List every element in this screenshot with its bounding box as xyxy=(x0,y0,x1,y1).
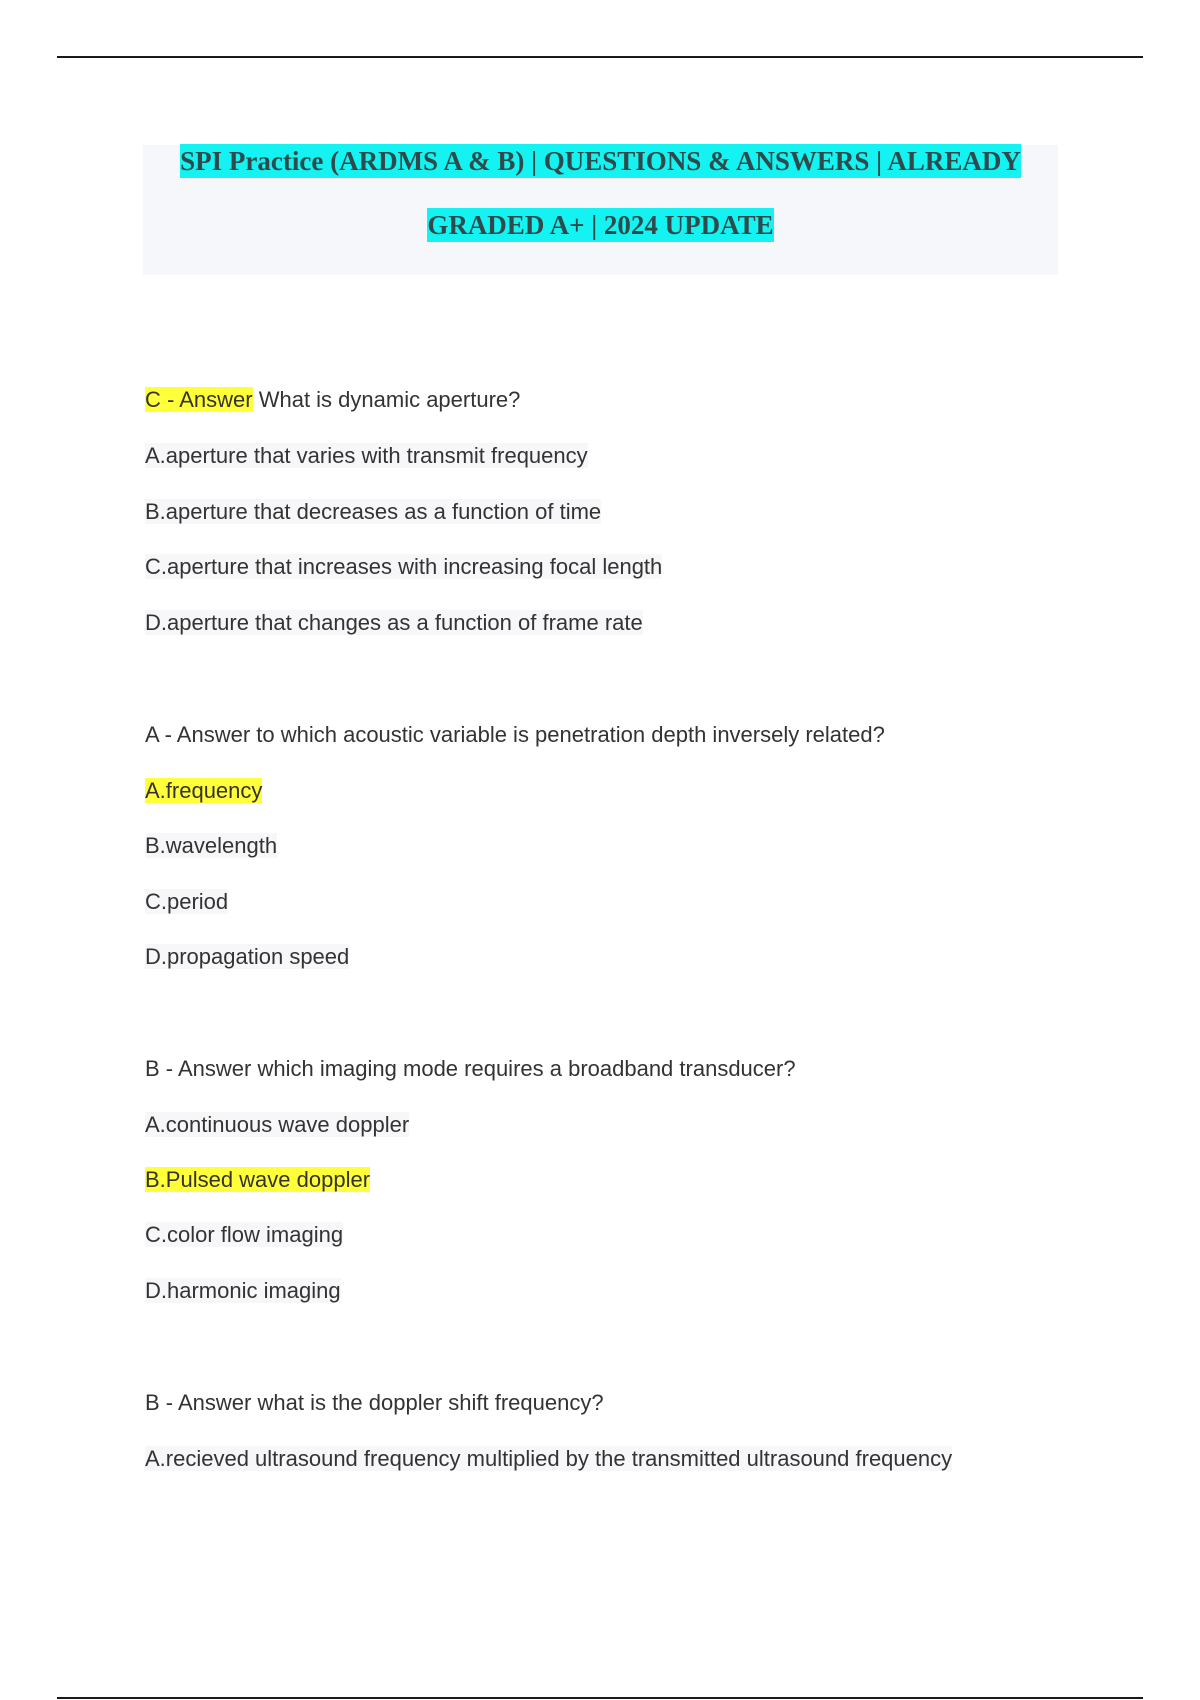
question-2 xyxy=(145,720,885,750)
option-q4-a xyxy=(145,1444,952,1474)
question-1 xyxy=(145,385,520,415)
question-text: What is dynamic aperture? xyxy=(252,387,521,412)
option-text: D.aperture that changes as a function of frame rate xyxy=(145,610,643,635)
option-text: C.period xyxy=(145,889,229,914)
option-q3-b xyxy=(145,1165,370,1195)
option-q2-c xyxy=(145,887,228,917)
option-text: A.continuous wave doppler xyxy=(145,1112,410,1137)
option-q2-d xyxy=(145,942,349,972)
answer-label: C - Answer xyxy=(145,387,253,412)
option-q2-b xyxy=(145,831,277,861)
footer-rule xyxy=(57,1697,1143,1699)
option-text: B.wavelength xyxy=(145,833,278,858)
option-text: D.harmonic imaging xyxy=(145,1278,341,1303)
option-text-correct: A.frequency xyxy=(145,778,263,803)
option-q1-d xyxy=(145,608,643,638)
document-title-text-2: GRADED A+ | 2024 UPDATE xyxy=(427,210,774,240)
option-text: C.color flow imaging xyxy=(145,1222,344,1247)
option-q3-d xyxy=(145,1276,341,1306)
question-4 xyxy=(145,1388,604,1418)
answer-label: A - Answer xyxy=(145,722,251,747)
option-q1-b xyxy=(145,497,601,527)
question-text: to which acoustic variable is penetration depth inversely related? xyxy=(250,722,885,747)
option-q1-a xyxy=(145,441,588,471)
document-title-text-1: SPI Practice (ARDMS A & B) | QUESTIONS & ANSWERS | ALREADY xyxy=(180,146,1021,176)
option-q1-c xyxy=(145,552,662,582)
option-text-correct: B.Pulsed wave doppler xyxy=(145,1167,371,1192)
question-text: what is the doppler shift frequency? xyxy=(251,1390,604,1415)
option-q3-a xyxy=(145,1110,409,1140)
option-text: A.aperture that varies with transmit frequency xyxy=(145,443,588,468)
option-text: A.recieved ultrasound frequency multiplied by the transmitted ultrasound frequency xyxy=(145,1446,953,1471)
option-text: B.aperture that decreases as a function of time xyxy=(145,499,602,524)
answer-label: B - Answer xyxy=(145,1056,252,1081)
document-title-line-1 xyxy=(143,146,1058,177)
question-3 xyxy=(145,1054,796,1084)
answer-label: B - Answer xyxy=(145,1390,252,1415)
document-title-line-2 xyxy=(143,210,1058,241)
option-q2-a xyxy=(145,776,262,806)
option-q3-c xyxy=(145,1220,343,1250)
option-text: C.aperture that increases with increasing focal length xyxy=(145,554,663,579)
header-rule xyxy=(57,56,1143,58)
option-text: D.propagation speed xyxy=(145,944,350,969)
document-title-box xyxy=(143,145,1058,275)
question-text: which imaging mode requires a broadband transducer? xyxy=(251,1056,796,1081)
